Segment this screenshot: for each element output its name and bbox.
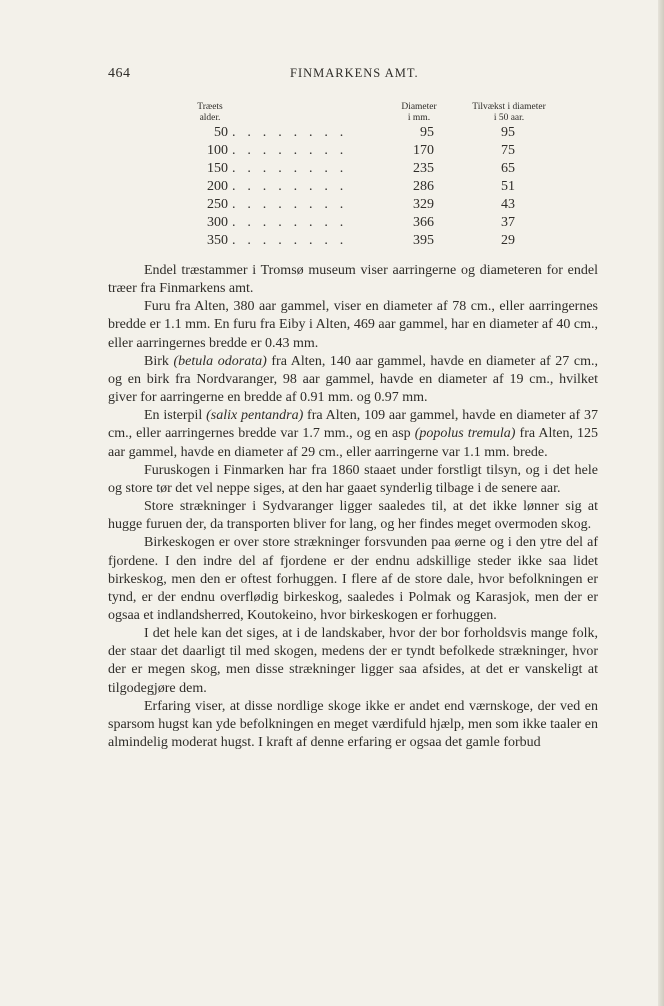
table-row [108,214,598,232]
cell-diameter: 235 [413,161,434,176]
cell-age: 250 [207,197,228,212]
table-row [108,160,598,178]
paragraph-birkeskogen: Birkeskogen er over store strækninger forsvunden paa øerne og i den ytre del af fjordene. I den indre del af fjordene er der endnu adskillige steder ikke saa lidet birkeskog, men den er oftest forhuggen. I flere af de store dale, hvor befolkningen er tynd, er der endnu overflødig birkeskog, saaledes i Polmak og Karasjok, men der er ogsaa et indlandsherred, Koutokeino, hvor birkeskogen er forhuggen. [108,535,598,623]
cell-growth: 29 [501,233,515,248]
leader-dots: . . . . . . . . [232,161,348,176]
table-row [108,232,598,250]
cell-growth: 37 [501,215,515,230]
paragraph-sydvaranger: Store strækninger i Sydvaranger ligger saaledes til, at det ikke lønner sig at hugge furuen der, da transporten bliver for lang, og her findes meget overmoden skog. [108,499,598,533]
table-body [108,124,598,250]
page-edge [658,0,664,1006]
leader-dots: . . . . . . . . [232,233,348,248]
body-text [108,262,598,752]
column-header-age: Træets alder. [197,102,223,123]
paragraph-isterpil: En isterpil (salix pentandra) fra Alten, 109 aar gammel, havde en diameter af 37 cm., eller aarringernes bredde var 1.7 mm., og en asp (popolus tremula) fra Alten, 125 aar gammel, havde en diameter af 29 cm., eller aarringerne var 1.1 mm. brede. [108,408,599,460]
leader-dots: . . . . . . . . [232,125,348,140]
paragraph-landskaber: I det hele kan det siges, at i de landskaber, hvor der bor forholdsvis mange folk, der staar det daarligt til med skogen, medens der er tyndt befolkede strækninger, hvor der er megen skog, men disse strækninger ligger saa afsides, at det er vanskeligt at tilgodegjøre dem. [108,626,598,696]
latin-name: (salix pentandra) [206,408,304,424]
cell-age: 50 [214,125,228,140]
table-row [108,124,598,142]
leader-dots: . . . . . . . . [232,179,348,194]
leader-dots: . . . . . . . . [232,215,348,230]
page-number: 464 [108,66,131,81]
paragraph-museum: Endel træstammer i Tromsø museum viser aarringerne og diameteren for endel træer fra Finmarkens amt. [108,263,598,297]
cell-age: 300 [207,215,228,230]
latin-name: (betula odorata) [173,353,267,369]
table-row [108,196,598,214]
cell-growth: 65 [501,161,515,176]
page-header [108,66,598,86]
paragraph-furu: Furu fra Alten, 380 aar gammel, viser en diameter af 78 cm., eller aarringernes bredde er 1.1 mm. En furu fra Eiby i Alten, 469 aar gammel, har en diameter af 40 cm., eller aarringernes bredde er 0.43 mm. [108,299,598,351]
column-header-growth: Tilvækst i diameter i 50 aar. [472,102,546,123]
running-title: FINMARKENS AMT. [290,66,419,80]
cell-diameter: 329 [413,197,434,212]
paragraph-erfaring: Erfaring viser, at disse nordlige skoge ikke er andet end værnskoge, der ved en sparsom hugst kan yde befolkningen en meget værdifuld hjælp, men som ikke taaler en almindelig moderat hugst. I kraft af denne erfaring er ogsaa det gamle forbud [108,698,598,751]
cell-diameter: 395 [413,233,434,248]
cell-age: 350 [207,233,228,248]
cell-diameter: 170 [413,143,434,158]
cell-age: 150 [207,161,228,176]
cell-diameter: 366 [413,215,434,230]
cell-age: 100 [207,143,228,158]
cell-diameter: 95 [420,125,434,140]
cell-growth: 51 [501,179,515,194]
cell-growth: 75 [501,143,515,158]
cell-growth: 95 [501,125,515,140]
cell-growth: 43 [501,197,515,212]
column-header-diameter: Diameter i mm. [401,102,437,123]
paragraph-furuskogen: Furuskogen i Finmarken har fra 1860 staaet under forstligt tilsyn, og i det hele og store tør det vel neppe siges, at den har gaaet synderlig tilbage i de senere aar. [108,462,598,496]
latin-name: (popolus tremula) [414,426,516,442]
table-row [108,142,598,160]
cell-diameter: 286 [413,179,434,194]
leader-dots: . . . . . . . . [232,197,348,212]
cell-age: 200 [207,179,228,194]
table-row [108,178,598,196]
paragraph-birk: Birk (betula odorata) fra Alten, 140 aar gammel, havde en diameter af 27 cm., og en birk fra Nordvaranger, 98 aar gammel, havde en diameter af 19 cm., hvilket giver for aarringerne en bredde af 0.91 mm. og 0.97 mm. [108,353,599,406]
leader-dots: . . . . . . . . [232,143,348,158]
